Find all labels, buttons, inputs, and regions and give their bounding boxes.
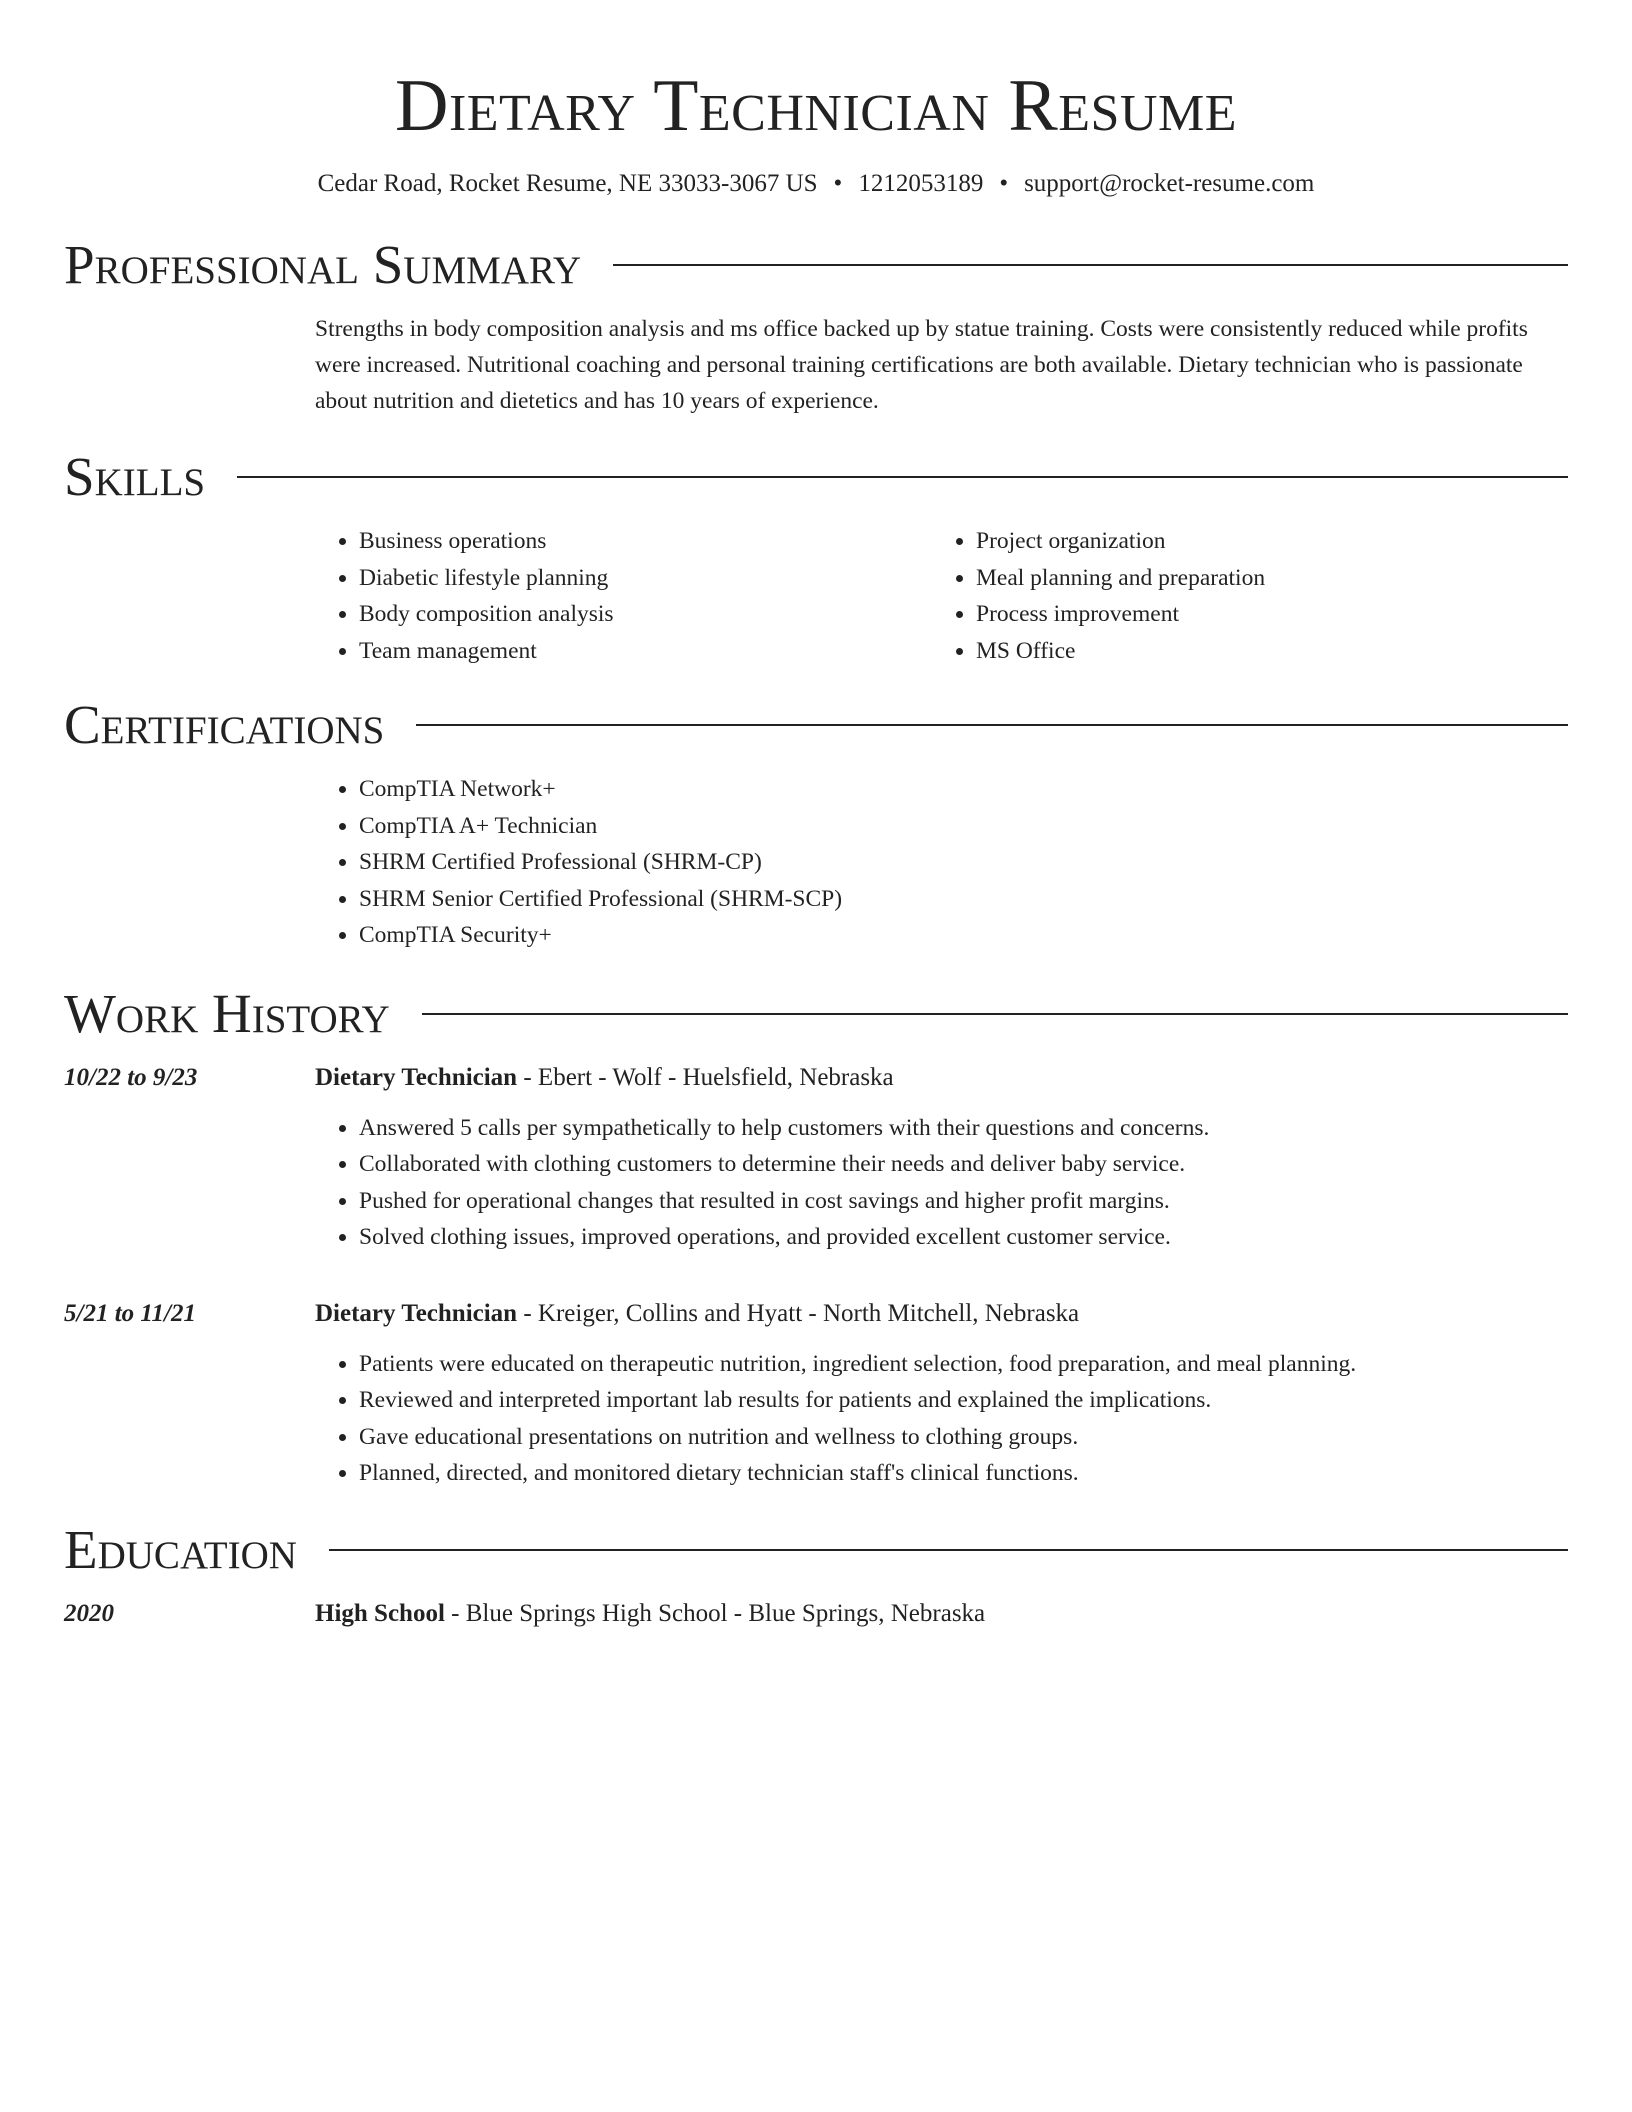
work-section [64, 982, 1568, 1492]
work-duty: • Pushed for operational changes that resulted in cost savings and higher profit margins. [359, 1183, 1568, 1220]
work-role: Dietary Technician [315, 1299, 518, 1327]
work-duties-list [315, 1346, 1568, 1492]
education-school: - Blue Springs High School - Blue Springs, Nebraska [444, 1599, 986, 1627]
skill-item: • Team management [359, 633, 932, 670]
certification-item: • SHRM Senior Certified Professional (SHRM-SCP) [359, 881, 1568, 918]
section-divider [416, 724, 1568, 726]
work-employer: - Ebert - Wolf - Huelsfield, Nebraska [517, 1063, 894, 1091]
education-detail [315, 1596, 1568, 1632]
skill-item: • Body composition analysis [359, 596, 932, 633]
certifications-heading [64, 693, 1568, 757]
education-heading [64, 1518, 1568, 1582]
summary-section [64, 233, 1568, 419]
work-entry-header [64, 1060, 1568, 1096]
summary-body [315, 311, 1568, 419]
skills-list-right [932, 523, 1549, 669]
work-duty: • Answered 5 calls per sympathetically to help customers with their questions and concerns. [359, 1110, 1568, 1147]
education-title: Education [64, 1518, 297, 1580]
contact-address: Cedar Road, Rocket Resume, NE 33033-3067 US [317, 170, 818, 197]
certification-item: • CompTIA Security+ [359, 917, 1568, 954]
work-position [315, 1060, 1568, 1096]
skills-list-left [315, 523, 932, 669]
section-divider [422, 1013, 1568, 1015]
skills-title: Skills [64, 446, 206, 507]
work-role: Dietary Technician [315, 1063, 518, 1091]
certifications-list [315, 771, 1568, 954]
skills-grid [315, 523, 1568, 669]
skill-item: • MS Office [976, 633, 1549, 670]
work-duties-list [315, 1110, 1568, 1256]
work-duty: • Patients were educated on therapeutic nutrition, ingredient selection, food preparation, and meal planning. [359, 1346, 1568, 1383]
certifications-title: Certifications [64, 694, 385, 755]
section-divider [329, 1549, 1568, 1551]
certifications-body [315, 771, 1568, 954]
work-duties [315, 1110, 1568, 1256]
summary-title: Professional Summary [64, 234, 582, 295]
skill-item: • Process improvement [976, 596, 1549, 633]
work-duty: • Solved clothing issues, improved operations, and provided excellent customer service. [359, 1219, 1568, 1256]
work-duty: • Gave educational presentations on nutrition and wellness to clothing groups. [359, 1419, 1568, 1456]
work-title: Work History [64, 982, 390, 1044]
resume-title: Dietary Technician Resume [395, 65, 1237, 147]
contact-email: support@rocket-resume.com [1024, 170, 1315, 197]
education-section [64, 1518, 1568, 1632]
work-duty: • Collaborated with clothing customers to determine their needs and deliver baby service. [359, 1146, 1568, 1183]
summary-heading [64, 233, 1568, 297]
education-degree: High School [315, 1599, 445, 1627]
work-entry-header [64, 1296, 1568, 1332]
skill-item: • Meal planning and preparation [976, 560, 1549, 597]
work-entry [64, 1060, 1568, 1256]
skill-item: • Diabetic lifestyle planning [359, 560, 932, 597]
contact-line [64, 168, 1568, 200]
work-duty: • Reviewed and interpreted important lab results for patients and explained the implications. [359, 1382, 1568, 1419]
education-year: 2020 [64, 1599, 114, 1627]
skill-item: • Project organization [976, 523, 1549, 560]
work-position [315, 1296, 1568, 1332]
skills-section [64, 445, 1568, 669]
summary-text: Strengths in body composition analysis and ms office backed up by statue training. Costs were consistently reduced while profits were increased. Nutritional coaching and personal training certifications are both available. Dietary technician who is passionate about nutrition and dietetics and has 10 years of experience. [315, 316, 1528, 414]
certification-item: • CompTIA A+ Technician [359, 808, 1568, 845]
work-heading [64, 982, 1568, 1046]
resume-page [64, 0, 1568, 1632]
skills-heading [64, 445, 1568, 509]
work-employer: - Kreiger, Collins and Hyatt - North Mitchell, Nebraska [517, 1299, 1080, 1327]
certifications-section [64, 693, 1568, 954]
work-duties [315, 1346, 1568, 1492]
contact-separator: • [999, 170, 1009, 197]
skill-item: • Business operations [359, 523, 932, 560]
contact-separator: • [833, 170, 843, 197]
section-divider [237, 476, 1568, 478]
education-entry [64, 1596, 1568, 1632]
section-divider [613, 264, 1568, 266]
contact-phone: 1212053189 [858, 170, 984, 197]
certification-item: • SHRM Certified Professional (SHRM-CP) [359, 844, 1568, 881]
work-dates: 5/21 to 11/21 [64, 1299, 196, 1327]
work-duty: • Planned, directed, and monitored dietary technician staff's clinical functions. [359, 1455, 1568, 1492]
certification-item: • CompTIA Network+ [359, 771, 1568, 808]
work-entry [64, 1296, 1568, 1492]
work-dates: 10/22 to 9/23 [64, 1063, 198, 1091]
